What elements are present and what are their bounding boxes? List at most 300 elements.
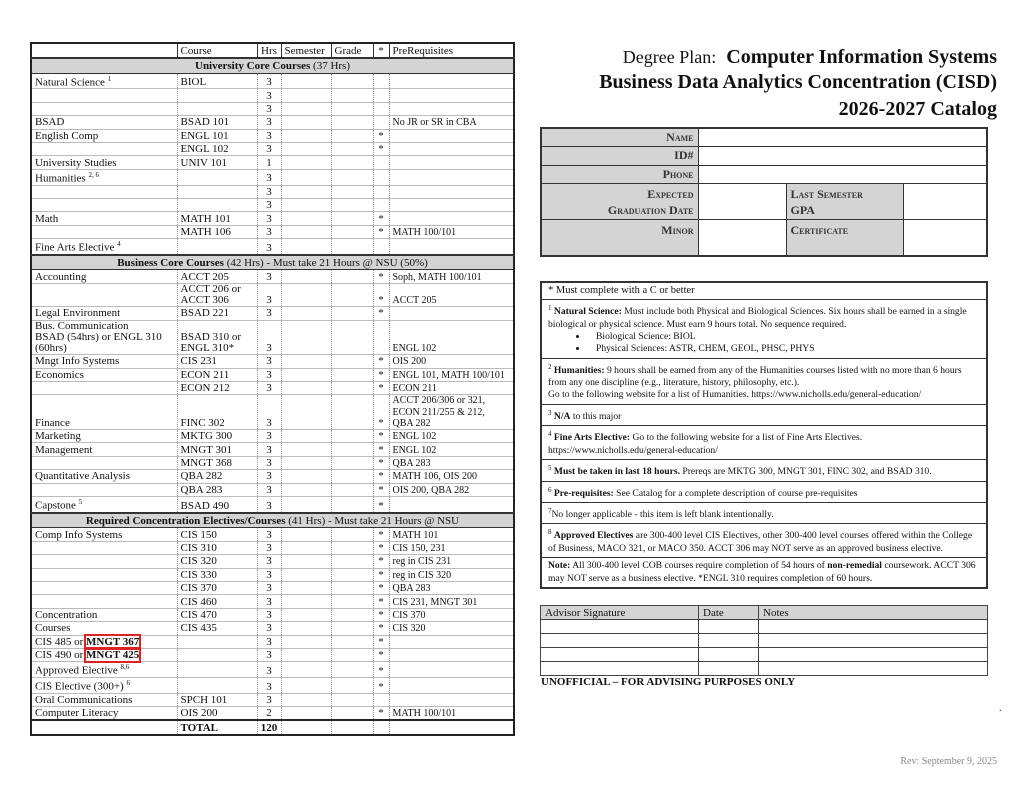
title-catalog: 2026-2027 Catalog — [838, 98, 997, 120]
hours-cell: 3 — [257, 368, 281, 381]
hours-cell: 3 — [257, 497, 281, 513]
hours-cell: 3 — [257, 73, 281, 89]
date-header: Date — [699, 606, 759, 620]
course-cell: ENGL 102 — [177, 142, 257, 155]
course-row — [31, 382, 514, 395]
semester-cell[interactable] — [281, 497, 331, 513]
prerequisite-cell — [389, 635, 514, 648]
requirement-label: Natural Science — [35, 76, 105, 89]
hours-cell: 3 — [257, 541, 281, 554]
section-title-cell — [31, 513, 514, 528]
course-row — [31, 430, 514, 443]
grade-cell[interactable] — [331, 470, 373, 483]
c-or-better-marker — [373, 185, 389, 198]
hours-cell: 3 — [257, 662, 281, 678]
semester-cell[interactable] — [281, 283, 331, 306]
grade-cell[interactable] — [331, 568, 373, 581]
hours-cell: 3 — [257, 270, 281, 283]
signature-cell[interactable] — [541, 648, 699, 662]
c-or-better-marker — [373, 320, 389, 355]
column-header-hrs: Hrs — [257, 43, 281, 58]
semester-cell[interactable] — [281, 694, 331, 707]
course-cell: CIS 435 — [177, 622, 257, 635]
requirement-cell — [31, 212, 177, 225]
prerequisite-cell — [389, 239, 514, 255]
certificate-field[interactable] — [903, 220, 987, 256]
note-1-bullet: • Physical Sciences: ASTR, CHEM, GEOL, PHSC, PHYS — [588, 343, 980, 355]
prerequisite-cell: ENGL 102 — [389, 430, 514, 443]
signature-cell[interactable] — [541, 634, 699, 648]
hours-cell: 3 — [257, 395, 281, 430]
prerequisite-cell: ENGL 102 — [389, 320, 514, 355]
grade-cell[interactable] — [331, 662, 373, 678]
requirement-label: Accounting — [35, 270, 87, 283]
footnote-ref: 6 — [126, 679, 130, 688]
grade-cell[interactable] — [331, 142, 373, 155]
course-row — [31, 470, 514, 483]
section-title-cell — [31, 58, 514, 73]
requirement-cell — [31, 270, 177, 283]
prerequisite-cell: CIS 150, 231 — [389, 541, 514, 554]
expected-label-1: Expected — [647, 186, 694, 201]
hours-cell: 3 — [257, 185, 281, 198]
semester-cell[interactable] — [281, 395, 331, 430]
semester-cell[interactable] — [281, 212, 331, 225]
requirement-label: Bus. Communication BSAD (54hrs) or ENGL 310 (60hrs) — [35, 319, 162, 355]
semester-cell[interactable] — [281, 555, 331, 568]
grade-cell[interactable] — [331, 595, 373, 608]
semester-cell[interactable] — [281, 225, 331, 238]
degree-plan-table — [30, 42, 515, 736]
semester-cell[interactable] — [281, 129, 331, 142]
grade-cell[interactable] — [331, 707, 373, 720]
total-blank — [281, 720, 331, 735]
semester-cell[interactable] — [281, 648, 331, 661]
notes-header: Notes — [759, 606, 988, 620]
requirement-cell — [31, 456, 177, 469]
semester-cell[interactable] — [281, 368, 331, 381]
signature-cell[interactable] — [541, 620, 699, 634]
c-or-better-marker — [373, 116, 389, 129]
semester-cell[interactable] — [281, 541, 331, 554]
semester-cell[interactable] — [281, 185, 331, 198]
semester-cell[interactable] — [281, 169, 331, 185]
hours-cell: 3 — [257, 382, 281, 395]
note-6-title: Pre-requisites: — [553, 487, 614, 499]
note-5-title: Must be taken in last 18 hours. — [553, 466, 680, 478]
course-cell: ENGL 101 — [177, 129, 257, 142]
notes-cell[interactable] — [759, 634, 988, 648]
requirement-label: Quantitative Analysis — [35, 470, 131, 483]
id-field[interactable] — [698, 147, 987, 166]
course-row — [31, 355, 514, 368]
c-or-better-marker: * — [373, 443, 389, 456]
requirement-label: CIS Elective (300+) — [35, 680, 124, 693]
semester-cell[interactable] — [281, 595, 331, 608]
c-or-better-marker: * — [373, 382, 389, 395]
hours-cell: 3 — [257, 283, 281, 306]
phone-label: Phone — [541, 165, 698, 184]
requirement-label: Courses — [35, 622, 71, 635]
total-blank — [31, 720, 177, 735]
course-cell: SPCH 101 — [177, 694, 257, 707]
grade-cell[interactable] — [331, 239, 373, 255]
footnote-ref: 1 — [107, 74, 112, 83]
requirement-cell — [31, 307, 177, 320]
grade-cell[interactable] — [331, 368, 373, 381]
course-cell: ACCT 205 — [177, 270, 257, 283]
section-note: (37 Hrs) — [313, 60, 350, 73]
course-cell — [177, 648, 257, 661]
semester-cell[interactable] — [281, 156, 331, 169]
hours-cell: 3 — [257, 430, 281, 443]
requirement-label: Fine Arts Elective — [35, 241, 115, 254]
c-or-better-marker: * — [373, 307, 389, 320]
course-cell — [177, 185, 257, 198]
course-row — [31, 89, 514, 102]
c-or-better-marker: * — [373, 355, 389, 368]
requirement-cell — [31, 368, 177, 381]
course-row — [31, 568, 514, 581]
notes-cell[interactable] — [759, 662, 988, 676]
prerequisite-cell — [389, 129, 514, 142]
course-row — [31, 368, 514, 381]
grade-cell[interactable] — [331, 169, 373, 185]
note-general-title: Note: — [548, 560, 571, 572]
expected-label-2: Graduation Date — [607, 202, 694, 217]
requirement-cell — [31, 555, 177, 568]
c-or-better-marker — [373, 169, 389, 185]
course-cell: MATH 106 — [177, 225, 257, 238]
semester-cell[interactable] — [281, 707, 331, 720]
course-cell: UNIV 101 — [177, 156, 257, 169]
semester-cell[interactable] — [281, 635, 331, 648]
prerequisite-cell — [389, 73, 514, 89]
note-1-title: Natural Science: — [553, 306, 622, 318]
requirement-cell — [31, 156, 177, 169]
hours-cell: 3 — [257, 169, 281, 185]
grade-cell[interactable] — [331, 456, 373, 469]
semester-cell[interactable] — [281, 382, 331, 395]
c-or-better-marker: * — [373, 129, 389, 142]
c-or-better-marker: * — [373, 395, 389, 430]
hours-cell: 3 — [257, 443, 281, 456]
grade-cell[interactable] — [331, 116, 373, 129]
requirement-cell — [31, 707, 177, 720]
prerequisite-cell: QBA 283 — [389, 456, 514, 469]
c-or-better-marker — [373, 239, 389, 255]
note-6-text: See Catalog for a complete description of course pre-requisites — [613, 487, 858, 499]
grade-cell[interactable] — [331, 225, 373, 238]
semester-cell[interactable] — [281, 430, 331, 443]
grade-cell[interactable] — [331, 212, 373, 225]
requirement-cell — [31, 497, 177, 513]
section-title: Business Core Courses — [117, 257, 224, 270]
title-prefix: Degree Plan: — [622, 47, 717, 67]
course-cell: MKTG 300 — [177, 430, 257, 443]
gpa-field[interactable] — [903, 184, 987, 220]
last-semester-label-2: GPA — [790, 202, 815, 217]
hours-cell: 3 — [257, 129, 281, 142]
course-row — [31, 541, 514, 554]
requirement-cell — [31, 608, 177, 621]
hours-cell: 3 — [257, 648, 281, 661]
highlighted-course: MNGT 425 — [86, 649, 140, 662]
grade-cell[interactable] — [331, 156, 373, 169]
title-concentration: Business Data Analytics Concentration (CISD) — [599, 71, 997, 93]
minor-field[interactable] — [698, 220, 786, 256]
course-row — [31, 483, 514, 496]
requirement-label: Capstone — [35, 499, 76, 512]
notes-cell[interactable] — [759, 620, 988, 634]
c-or-better-marker — [373, 156, 389, 169]
semester-cell[interactable] — [281, 239, 331, 255]
requirement-cell — [31, 443, 177, 456]
semester-cell[interactable] — [281, 320, 331, 355]
semester-cell[interactable] — [281, 355, 331, 368]
grade-cell[interactable] — [331, 541, 373, 554]
note-1: $^1$ Natural Science: Must include both Physical and Biological Sciences. Six hours shall be earned in a single biological or physical science. Must earn 9 hours total. No sequence required. • Biological Science: BIOL • Physical Sciences: ASTR, CHEM, GEOL, PHSC, PHYS — [542, 300, 986, 358]
c-or-better-marker: * — [373, 283, 389, 306]
semester-cell[interactable] — [281, 608, 331, 621]
requirement-cell — [31, 89, 177, 102]
total-hours: 120 — [257, 720, 281, 735]
requirement-cell — [31, 470, 177, 483]
prerequisite-cell — [389, 169, 514, 185]
grade-cell[interactable] — [331, 270, 373, 283]
grade-cell[interactable] — [331, 648, 373, 661]
note-3-title: N/A — [553, 410, 571, 422]
semester-cell[interactable] — [281, 73, 331, 89]
note-5-text: Prereqs are MKTG 300, MNGT 301, FINC 302, and BSAD 310. — [679, 466, 932, 478]
grade-cell[interactable] — [331, 102, 373, 115]
date-cell[interactable] — [699, 648, 759, 662]
c-or-better-marker: * — [373, 430, 389, 443]
hours-cell: 3 — [257, 635, 281, 648]
semester-cell[interactable] — [281, 678, 331, 694]
semester-cell[interactable] — [281, 662, 331, 678]
requirement-cell — [31, 483, 177, 496]
semester-cell[interactable] — [281, 470, 331, 483]
semester-cell[interactable] — [281, 622, 331, 635]
grade-cell[interactable] — [331, 694, 373, 707]
requirement-cell — [31, 283, 177, 306]
course-row — [31, 635, 514, 648]
requirement-cell — [31, 355, 177, 368]
phone-field[interactable] — [698, 165, 987, 184]
c-or-better-marker — [373, 73, 389, 89]
requirement-label: Legal Environment — [35, 307, 121, 320]
major-name: Computer Information Systems — [726, 46, 997, 68]
grade-cell[interactable] — [331, 483, 373, 496]
requirement-cell — [31, 581, 177, 594]
requirement-label: Management — [35, 443, 93, 456]
prerequisite-cell: ECON 211 — [389, 382, 514, 395]
semester-cell[interactable] — [281, 116, 331, 129]
prerequisite-cell — [389, 678, 514, 694]
grade-cell[interactable] — [331, 355, 373, 368]
date-cell[interactable] — [699, 662, 759, 676]
requirement-cell — [31, 169, 177, 185]
requirement-label: Comp Info Systems — [35, 528, 123, 541]
course-cell: BSAD 490 — [177, 497, 257, 513]
student-info-table — [540, 127, 988, 257]
grade-cell[interactable] — [331, 185, 373, 198]
prerequisite-cell — [389, 198, 514, 211]
notes-cell[interactable] — [759, 648, 988, 662]
course-row — [31, 225, 514, 238]
grade-cell[interactable] — [331, 622, 373, 635]
note-7: $^7$No longer applicable - this item is left blank intentionally. — [542, 503, 986, 524]
section-header — [31, 513, 514, 528]
prerequisite-cell: OIS 200, QBA 282 — [389, 483, 514, 496]
c-or-better-marker: * — [373, 142, 389, 155]
course-cell — [177, 662, 257, 678]
semester-cell[interactable] — [281, 102, 331, 115]
grade-cell[interactable] — [331, 528, 373, 541]
c-or-better-marker: * — [373, 270, 389, 283]
grade-cell[interactable] — [331, 89, 373, 102]
grade-cell[interactable] — [331, 443, 373, 456]
footnote-ref: 4 — [117, 240, 121, 249]
hours-cell: 1 — [257, 156, 281, 169]
semester-cell[interactable] — [281, 456, 331, 469]
grade-cell[interactable] — [331, 198, 373, 211]
semester-cell[interactable] — [281, 528, 331, 541]
c-or-better-marker: * — [373, 662, 389, 678]
grade-cell[interactable] — [331, 129, 373, 142]
requirement-label: Marketing — [35, 430, 81, 443]
column-header-blank — [31, 43, 177, 58]
note-2-text: 9 hours shall be earned from any of the Humanities courses listed with no more than 6 hours from any one discipline (e.g., literature, history, philosophy, etc.). — [548, 364, 962, 389]
course-row — [31, 497, 514, 513]
column-header-grade: Grade — [331, 43, 373, 58]
grade-cell[interactable] — [331, 430, 373, 443]
c-or-better-marker: * — [373, 608, 389, 621]
requirement-cell — [31, 648, 177, 661]
grade-cell[interactable] — [331, 497, 373, 513]
c-or-better-marker: * — [373, 456, 389, 469]
hours-cell: 2 — [257, 707, 281, 720]
requirement-cell — [31, 185, 177, 198]
prerequisite-cell — [389, 185, 514, 198]
course-row — [31, 185, 514, 198]
hours-cell: 3 — [257, 456, 281, 469]
grade-cell[interactable] — [331, 608, 373, 621]
prerequisite-cell — [389, 102, 514, 115]
semester-cell[interactable] — [281, 483, 331, 496]
grade-cell[interactable] — [331, 307, 373, 320]
grade-cell[interactable] — [331, 320, 373, 355]
c-or-better-marker: * — [373, 622, 389, 635]
c-or-better-marker: * — [373, 595, 389, 608]
semester-cell[interactable] — [281, 581, 331, 594]
course-cell: QBA 282 — [177, 470, 257, 483]
course-row — [31, 307, 514, 320]
course-cell: CIS 310 — [177, 541, 257, 554]
semester-cell[interactable] — [281, 270, 331, 283]
note-general — [542, 558, 986, 587]
grade-cell[interactable] — [331, 382, 373, 395]
semester-cell[interactable] — [281, 142, 331, 155]
c-or-better-marker — [373, 694, 389, 707]
course-row — [31, 198, 514, 211]
course-row — [31, 595, 514, 608]
note-6: $^6$ Pre-requisites: See Catalog for a complete description of course pre-requisites — [542, 482, 986, 503]
note-2-title: Humanities: — [553, 364, 605, 376]
requirement-cell — [31, 225, 177, 238]
last-semester-label-1: Last Semester — [790, 186, 863, 201]
grade-cell[interactable] — [331, 678, 373, 694]
date-cell[interactable] — [699, 620, 759, 634]
semester-cell[interactable] — [281, 443, 331, 456]
semester-cell[interactable] — [281, 307, 331, 320]
hours-cell: 3 — [257, 622, 281, 635]
prerequisite-cell — [389, 694, 514, 707]
advisor-signature-header: Advisor Signature — [541, 606, 699, 620]
semester-cell[interactable] — [281, 198, 331, 211]
prerequisite-cell — [389, 497, 514, 513]
semester-cell[interactable] — [281, 89, 331, 102]
note-general-text-a: All 300-400 level COB courses require completion of 54 hours of — [570, 560, 828, 572]
prerequisite-cell: QBA 283 — [389, 581, 514, 594]
prerequisite-cell: Soph, MATH 100/101 — [389, 270, 514, 283]
grade-cell[interactable] — [331, 395, 373, 430]
total-blank — [389, 720, 514, 735]
c-or-better-marker: * — [373, 678, 389, 694]
stray-dot: . — [999, 703, 1002, 714]
prerequisite-cell: MATH 100/101 — [389, 707, 514, 720]
course-cell: MNGT 301 — [177, 443, 257, 456]
grade-cell[interactable] — [331, 73, 373, 89]
course-row — [31, 270, 514, 283]
grade-cell[interactable] — [331, 635, 373, 648]
certificate-label: Certificate — [786, 220, 903, 256]
course-cell: ACCT 206 or ACCT 306 — [177, 283, 257, 306]
date-cell[interactable] — [699, 634, 759, 648]
section-note: (42 Hrs) - Must take 21 Hours @ NSU (50%) — [226, 257, 428, 270]
course-cell — [177, 635, 257, 648]
name-field[interactable] — [698, 128, 987, 147]
c-or-better-marker: * — [373, 483, 389, 496]
prerequisite-cell — [389, 648, 514, 661]
course-cell: BIOL — [177, 73, 257, 89]
grade-cell[interactable] — [331, 555, 373, 568]
course-row — [31, 648, 514, 661]
note-3-text: to this major — [570, 410, 622, 422]
graduation-date-field[interactable] — [698, 184, 786, 220]
signature-cell[interactable] — [541, 662, 699, 676]
grade-cell[interactable] — [331, 581, 373, 594]
c-or-better-marker: * — [373, 648, 389, 661]
hours-cell: 3 — [257, 239, 281, 255]
column-header-semester: Semester — [281, 43, 331, 58]
prerequisite-cell — [389, 89, 514, 102]
course-row — [31, 608, 514, 621]
requirement-cell — [31, 635, 177, 648]
semester-cell[interactable] — [281, 568, 331, 581]
grade-cell[interactable] — [331, 283, 373, 306]
note-2-link: Go to the following website for a list of Humanities. https://www.nicholls.edu/general-education/ — [548, 389, 922, 401]
hours-cell: 3 — [257, 198, 281, 211]
prerequisite-cell: CIS 370 — [389, 608, 514, 621]
note-2: $^2$ Humanities: 9 hours shall be earned from any of the Humanities courses listed with no more than 6 hours from any one discipline (e.g., literature, history, philosophy, etc.). Go to the following website for a list of Humanities. https://www.nicholls.edu/general-education/ — [542, 359, 986, 405]
c-or-better-marker: * — [373, 568, 389, 581]
course-row — [31, 156, 514, 169]
note-4: $^4$ Fine Arts Elective: Go to the following website for a list of Fine Arts Electives. https://www.nicholls.edu/general-education/ — [542, 426, 986, 460]
requirement-label: Math — [35, 212, 59, 225]
requirement-cell — [31, 198, 177, 211]
